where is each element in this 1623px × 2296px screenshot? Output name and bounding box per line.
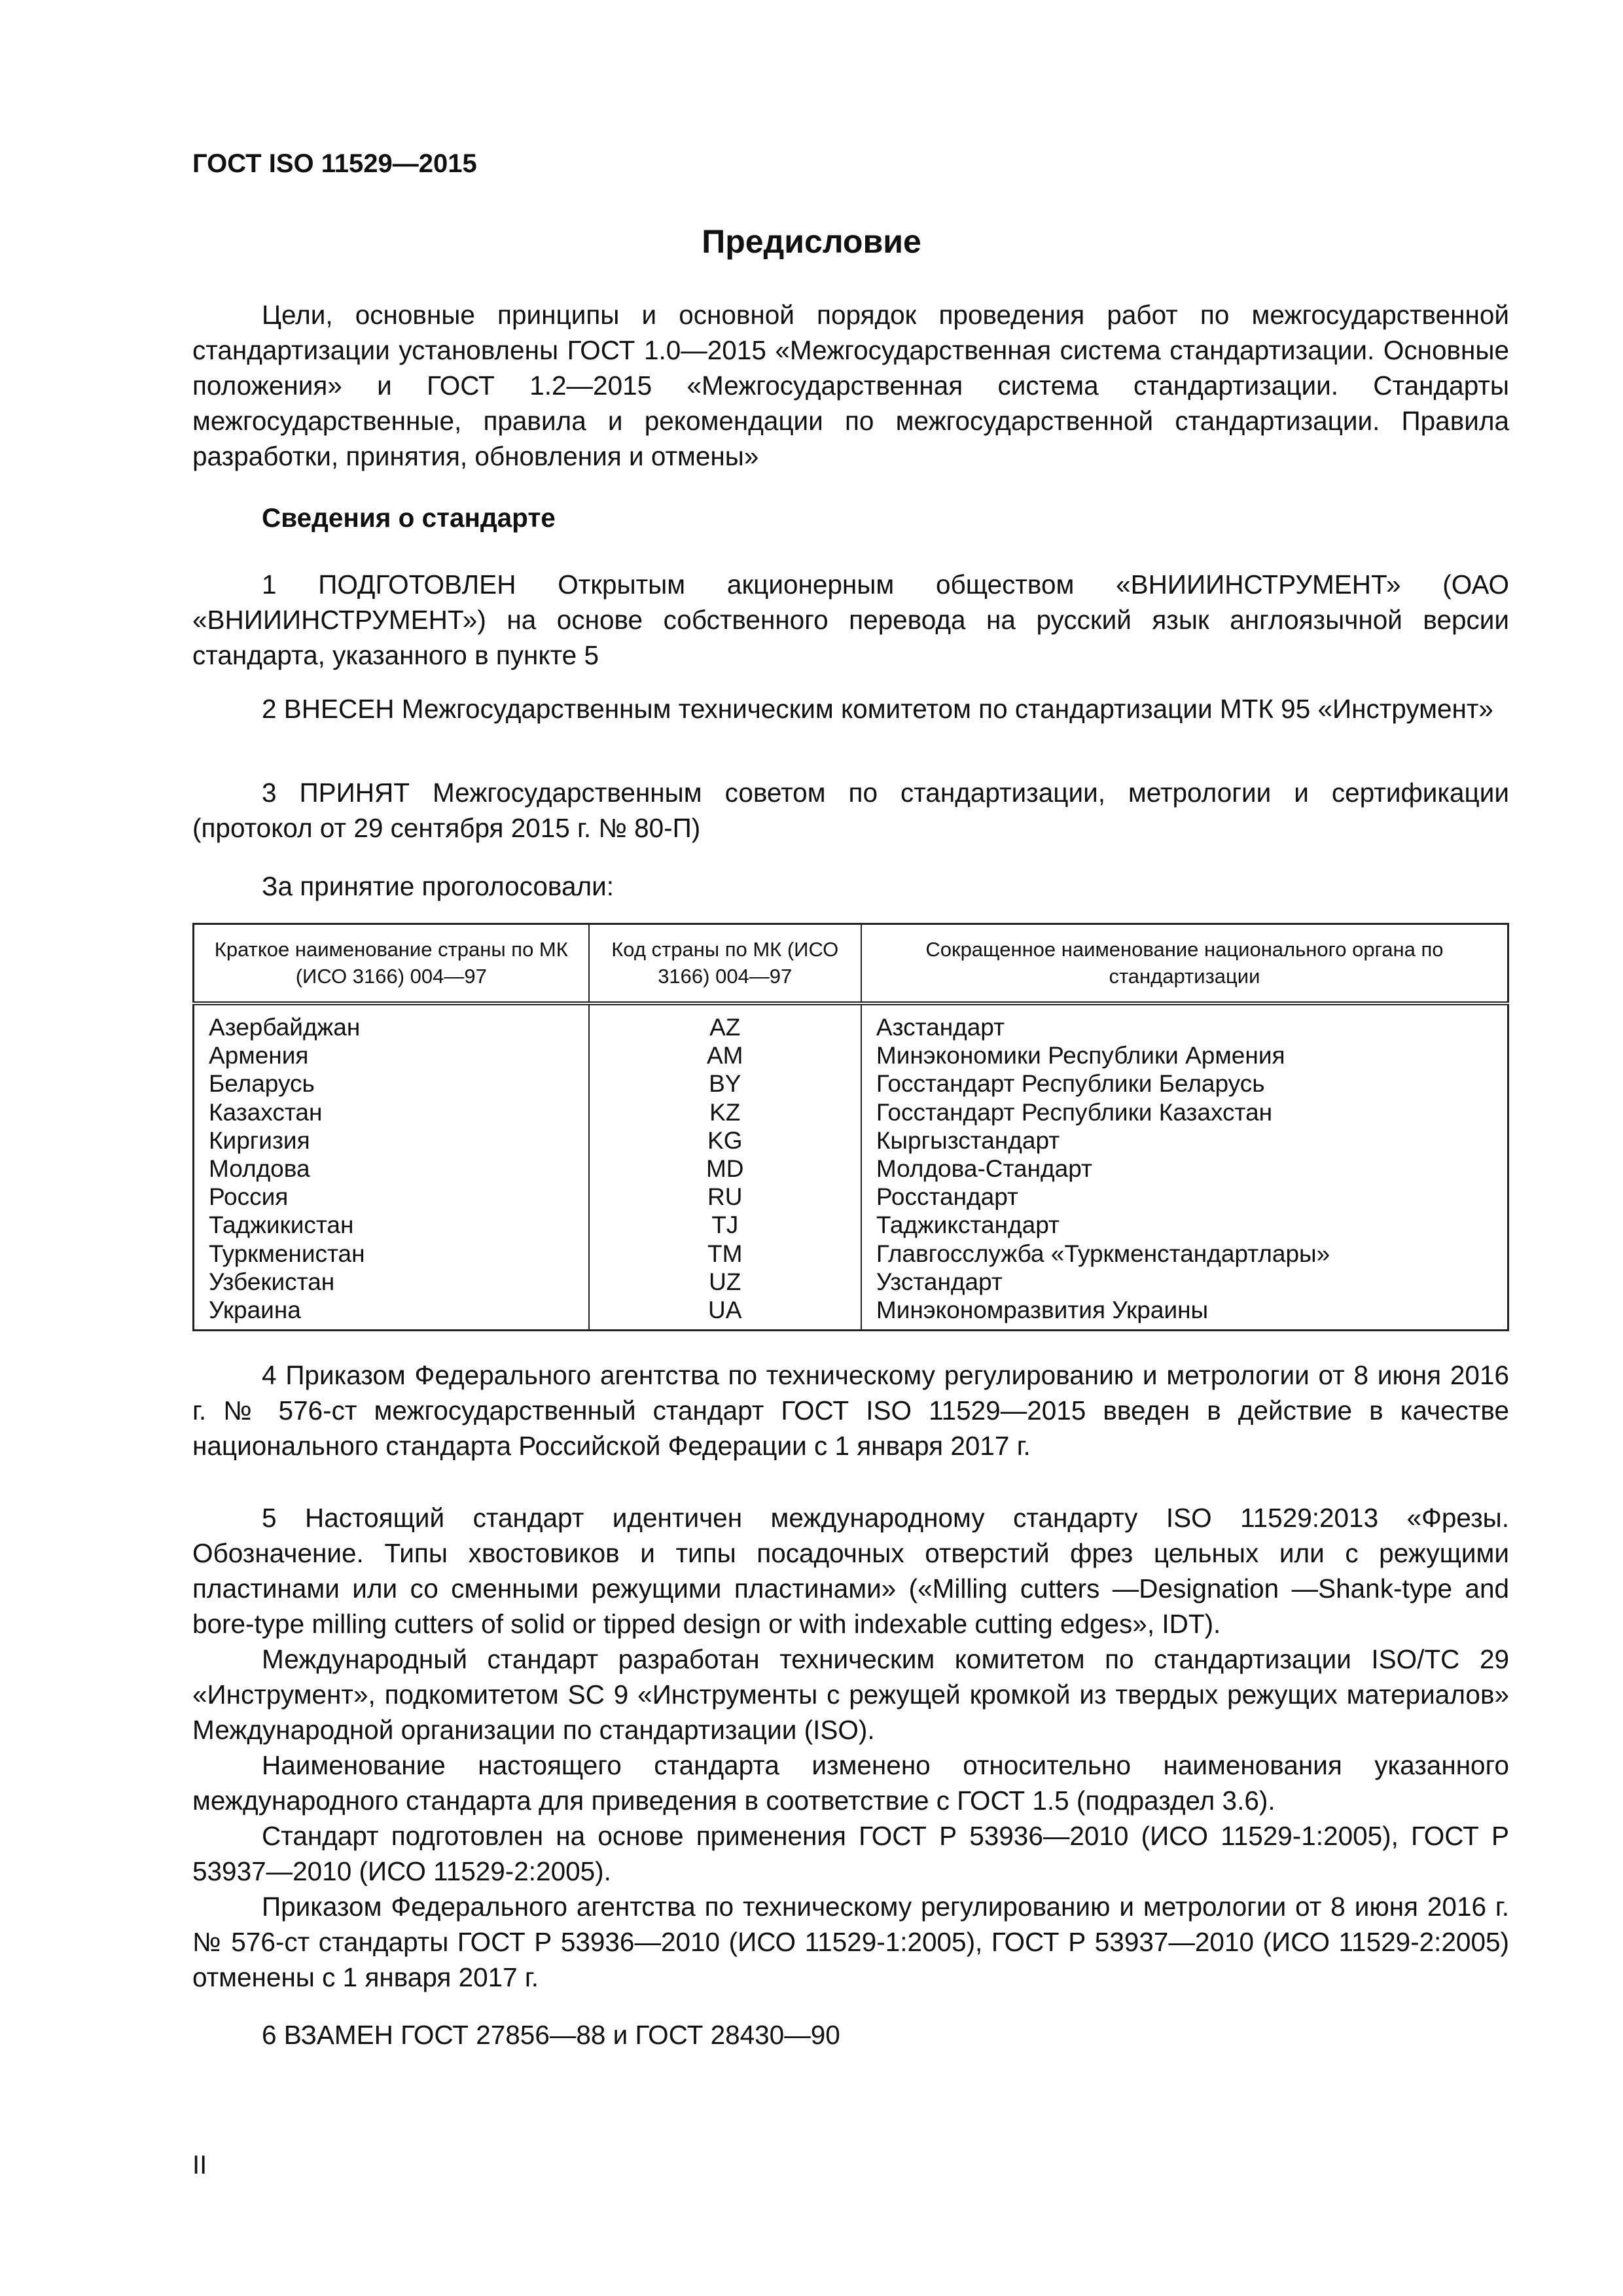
country-cell: Армения (194, 1041, 589, 1069)
item-5-paragraph-2: Международный стандарт разработан техническим комитетом по стандартизации ISO/TC 29 «Инструмент», подкомитетом SC 9 «Инструменты с режущей кромкой из твердых режущих материалов» Международной организации по стандартизации (ISO). (192, 1644, 1509, 1745)
code-cell: AZ (589, 1003, 861, 1041)
section-title: Сведения о стандарте (262, 503, 556, 533)
country-cell: Азербайджан (194, 1003, 589, 1041)
item-6-paragraph: 6 ВЗАМЕН ГОСТ 27856—88 и ГОСТ 28430—90 (262, 2020, 840, 2050)
code-cell: KZ (589, 1098, 861, 1126)
column-header-body: Сокращенное наименование национального органа по стандартизации (861, 924, 1508, 1004)
code-cell: TJ (589, 1211, 861, 1239)
code-cell: KG (589, 1126, 861, 1155)
country-cell: Таджикистан (194, 1211, 589, 1239)
country-cell: Украина (194, 1296, 589, 1331)
page-number: II (192, 2151, 207, 2179)
table-header-row (194, 924, 1508, 1004)
body-cell: Росстандарт (861, 1183, 1508, 1211)
code-cell: AM (589, 1041, 861, 1069)
table-row (194, 1003, 1508, 1041)
table-row (194, 1240, 1508, 1268)
page-title: Предисловие (702, 223, 921, 260)
body-cell: Минэкономразвития Украины (861, 1296, 1508, 1331)
country-cell: Туркменистан (194, 1240, 589, 1268)
column-header-code: Код страны по МК (ИСО 3166) 004—97 (589, 924, 861, 1004)
body-cell: Молдова-Стандарт (861, 1155, 1508, 1183)
item-5-paragraph-4: Стандарт подготовлен на основе применения ГОСТ Р 53936—2010 (ИСО 11529-1:2005), ГОСТ Р 53937—2010 (ИСО 11529-2:2005). (192, 1821, 1509, 1886)
intro-paragraph: Цели, основные принципы и основной порядок проведения работ по межгосударственной стандартизации установлены ГОСТ 1.0—2015 «Межгосударственная система стандартизации. Основные положения» и ГОСТ 1.2—2015 «Межгосударственная система стандартизации. Стандарты межгосударственные, правила и рекомендации по межгосударственной стандартизации. Правила разработки, принятия, обновления и отмены» (192, 300, 1509, 471)
table-row (194, 1296, 1508, 1331)
document-header: ГОСТ ISO 11529—2015 (192, 149, 477, 178)
body-cell: Азстандарт (861, 1003, 1508, 1041)
table-row (194, 1126, 1508, 1155)
body-cell: Узстандарт (861, 1268, 1508, 1296)
body-cell: Госстандарт Республики Казахстан (861, 1098, 1508, 1126)
body-cell: Минэкономики Республики Армения (861, 1041, 1508, 1069)
code-cell: BY (589, 1069, 861, 1098)
item-5-paragraph-5: Приказом Федерального агентства по техническому регулированию и метрологии от 8 июня 2016 г. № 576-ст стандарты ГОСТ Р 53936—2010 (ИСО 11529-1:2005), ГОСТ Р 53937—2010 (ИСО 11529-2:2005) отменены с 1 января 2017 г. (192, 1892, 1509, 1992)
item-3-paragraph: 3 ПРИНЯТ Межгосударственным советом по стандартизации, метрологии и сертификации (протокол от 29 сентября 2015 г. № 80-П) (192, 778, 1509, 843)
table-row (194, 1183, 1508, 1211)
vote-label: За принятие проголосовали: (262, 871, 614, 901)
column-header-country: Краткое наименование страны по МК (ИСО 3166) 004—97 (194, 924, 589, 1004)
table-row (194, 1041, 1508, 1069)
item-5-paragraph-3: Наименование настоящего стандарта изменено относительно наименования указанного международного стандарта для приведения в соответствие с ГОСТ 1.5 (подраздел 3.6). (192, 1750, 1509, 1816)
item-2-paragraph: 2 ВНЕСЕН Межгосударственным техническим комитетом по стандартизации МТК 95 «Инструмент» (262, 694, 1493, 724)
country-cell: Казахстан (194, 1098, 589, 1126)
body-cell: Госстандарт Республики Беларусь (861, 1069, 1508, 1098)
item-5-paragraph: 5 Настоящий стандарт идентичен международному стандарту ISO 11529:2013 «Фрезы. Обозначение. Типы хвостовиков и типы посадочных отверстий фрез цельных или с режущими пластинами или со сменными режущими пластинами» («Milling cutters —Designation —Shank-type and bore-type milling cutters of solid or tipped design or with indexable cutting edges», IDT). (192, 1503, 1509, 1639)
table-row (194, 1211, 1508, 1239)
code-cell: TM (589, 1240, 861, 1268)
table-row (194, 1098, 1508, 1126)
body-cell: Таджикстандарт (861, 1211, 1508, 1239)
code-cell: RU (589, 1183, 861, 1211)
table-row (194, 1069, 1508, 1098)
code-cell: MD (589, 1155, 861, 1183)
item-1-paragraph: 1 ПОДГОТОВЛЕН Открытым акционерным обществом «ВНИИИНСТРУМЕНТ» (ОАО «ВНИИИНСТРУМЕНТ») на основе собственного перевода на русский язык англоязычной версии стандарта, указанного в пункте 5 (192, 569, 1509, 670)
table-row (194, 1268, 1508, 1296)
body-cell: Кыргызстандарт (861, 1126, 1508, 1155)
code-cell: UA (589, 1296, 861, 1331)
code-cell: UZ (589, 1268, 861, 1296)
country-cell: Молдова (194, 1155, 589, 1183)
country-cell: Беларусь (194, 1069, 589, 1098)
table-row (194, 1155, 1508, 1183)
item-4-paragraph: 4 Приказом Федерального агентства по техническому регулированию и метрологии от 8 июня 2016 г. № 576-ст межгосударственный стандарт ГОСТ ISO 11529—2015 введен в действие в качестве национального стандарта Российской Федерации с 1 января 2017 г. (192, 1360, 1509, 1461)
body-cell: Главгосслужба «Туркменстандартлары» (861, 1240, 1508, 1268)
country-cell: Россия (194, 1183, 589, 1211)
voting-table (192, 923, 1509, 1331)
country-cell: Узбекистан (194, 1268, 589, 1296)
country-cell: Киргизия (194, 1126, 589, 1155)
